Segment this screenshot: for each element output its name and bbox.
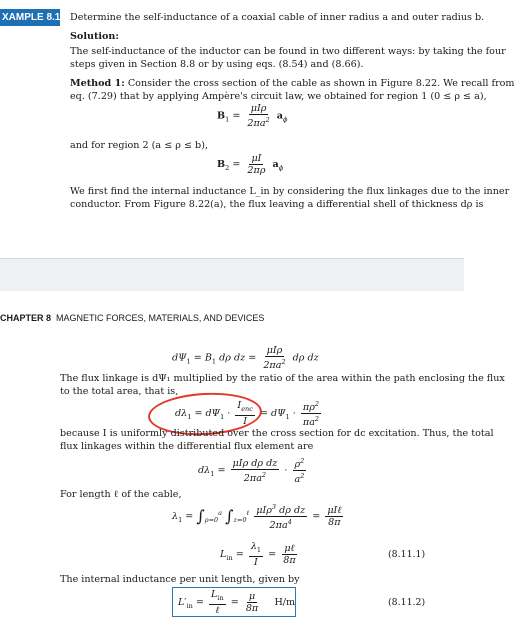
problem-statement: Determine the self-inductance of a coaxial cable of inner radius a and outer radius b. xyxy=(70,12,485,23)
region-2-text: and for region 2 (a ≤ ρ ≤ b), xyxy=(70,140,208,151)
intro-line-2: steps given in Section 8.8 or by using eqs. (8.54) and (8.66). xyxy=(70,59,364,70)
equation-lambda1: $\lambda_1 = \int_{\rho=0}^a$ $\int_{z=0}^\ell$ $\frac{\mu I\rho^3 d\rho dz}{2\pi a^4}$ = $\frac{\text{μIℓ}}{8\pi}$ xyxy=(172,503,342,532)
method-text-1: Consider the cross section of the cable as shown in Figure 8.22. We recall from xyxy=(124,78,515,89)
because-line-2: flux linkages within the differential flux element are xyxy=(60,441,314,452)
per-unit-text: The internal inductance per unit length, given by xyxy=(60,574,300,585)
eq-number-8-11-2: (8.11.2) xyxy=(388,597,426,608)
eq-number-8-11-1: (8.11.1) xyxy=(388,549,426,560)
chapter-label: CHAPTER 8 xyxy=(0,313,52,323)
flux-line-2: conductor. From Figure 8.22(a), the flux leaving a differential shell of thickness dρ is xyxy=(70,199,484,210)
equation-b2: $B_2$ = $\frac{\mu I}{2\pi\rho}$ $a_\phi$ xyxy=(217,153,284,176)
equation-dlambda1: $d\lambda_1 = d\Psi_1$ · $\frac{I_{enc}}{I}$ = $d\Psi_1$ · $\frac{\pi\rho^2}{\pi a^2}$ xyxy=(175,400,320,429)
length-text: For length ℓ of the cable, xyxy=(60,489,182,500)
equation-dpsi1: $d\Psi_1 = B_1$ dρ dz = $\frac{\text{μIρ}}{2\pi a^2}$ dρ dz xyxy=(172,345,319,372)
equation-dlambda1-expanded: $d\lambda_1$ = $\frac{\text{μIρ dρ dz}}{2\pi a^2}$ · $\frac{\rho^2}{a^2}$ xyxy=(198,457,305,486)
chapter-header xyxy=(0,313,264,323)
flux-line-1: We first find the internal inductance L_in by considering the flux linkages due to the inner xyxy=(70,186,510,197)
linkage-line-1: The flux linkage is dΨ₁ multiplied by the ratio of the area within the path enclosing the flux xyxy=(60,373,505,384)
equation-b1: $B_1$ = $\frac{\text{μIρ}}{2\pi a^2}$ $a_\phi$ xyxy=(217,103,288,130)
unit-hm: H/m xyxy=(274,596,296,608)
method-line-1 xyxy=(70,77,515,90)
method-line-2: eq. (7.29) that by applying Ampère's circuit law, we obtained for region 1 (0 ≤ ρ ≤ a), xyxy=(70,91,487,102)
chapter-title: MAGNETIC FORCES, MATERIALS, AND DEVICES xyxy=(56,313,265,323)
linkage-line-2: to the total area, that is, xyxy=(60,386,179,397)
method-label: Method 1: xyxy=(70,78,125,89)
equation-lin: $L_{in}$ = $\frac{\lambda_1}{I}$ = $\frac{\text{μℓ}}{8\pi}$ xyxy=(220,541,296,568)
equation-lin-per-unit: $L'_{in}$ = $\frac{L_{in}}{\text{ℓ}}$ = $\frac{\mu}{8\pi}$ H/m xyxy=(178,589,296,616)
page-gap xyxy=(0,258,464,292)
intro-line-1: The self-inductance of the inductor can be found in two different ways: by taking the four xyxy=(70,46,506,57)
because-line-1: because I is uniformly distributed over the cross section for dc excitation. Thus, the total xyxy=(60,428,494,439)
example-tag: XAMPLE 8.11 xyxy=(0,9,60,26)
solution-label: Solution: xyxy=(70,31,119,42)
page-top xyxy=(0,0,515,258)
